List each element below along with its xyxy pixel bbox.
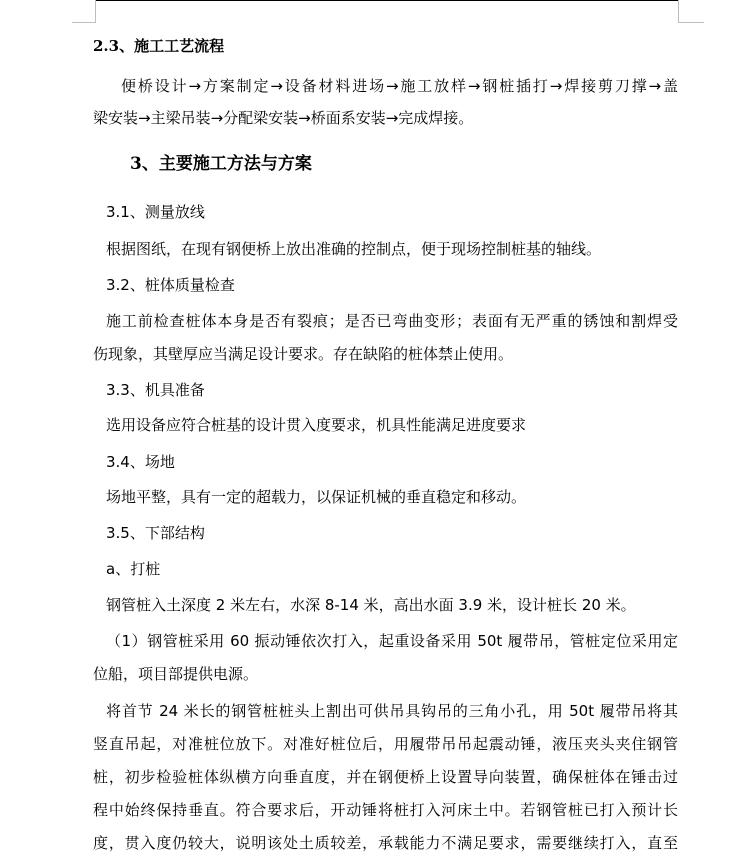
section-3-5-a-heading: a、打桩 — [106, 560, 161, 578]
page-top-border — [96, 0, 678, 1]
crop-mark-top-left-horizontal — [72, 22, 96, 23]
section-3-4-heading: 3.4、场地 — [106, 453, 175, 471]
section-3-5-item-1-line-1: （1）钢管桩采用 60 振动锤依次打入，起重设备采用 50t 履带吊，管桩定位采用定 — [106, 632, 678, 650]
section-3-2-heading: 3.2、桩体质量检查 — [106, 276, 235, 294]
section-3-4-body: 场地平整，具有一定的超载力，以保证机械的垂直稳定和移动。 — [106, 488, 527, 506]
section-3-3-body: 选用设备应符合桩基的设计贯入度要求，机具性能满足进度要求 — [106, 416, 527, 434]
section-3-heading: 3、主要施工方法与方案 — [130, 154, 312, 174]
section-2-3-heading: 2.3、施工工艺流程 — [93, 37, 225, 55]
section-3-2-body-line-2: 伤现象，其壁厚应当满足设计要求。存在缺陷的桩体禁止使用。 — [93, 345, 514, 363]
section-3-5-paragraph-line-4: 程中始终保持垂直。符合要求后，开动锤将桩打入河床土中。若钢管桩已打入预计长 — [93, 801, 678, 819]
section-3-5-item-1-line-2: 位船，项目部提供电源。 — [93, 665, 259, 683]
section-3-5-paragraph-line-5: 度，贯入度仍较大，说明该处土质较差，承载能力不满足要求，需要继续打入，直至 — [93, 834, 678, 852]
section-2-3-flow-line-2: 梁安装→主梁吊装→分配梁安装→桥面系安装→完成焊接。 — [93, 109, 474, 127]
section-3-5-paragraph-line-3: 桩，初步检验桩体纵横方向垂直度，并在钢便桥上设置导向装置，确保桩体在锤击过 — [93, 768, 678, 786]
section-3-5-a-body: 钢管桩入土深度 2 米左右，水深 8-14 米，高出水面 3.9 米，设计桩长 20 米。 — [106, 596, 636, 614]
crop-mark-top-left — [95, 0, 96, 22]
crop-mark-top-right-horizontal — [678, 22, 704, 23]
section-3-5-heading: 3.5、下部结构 — [106, 524, 205, 542]
section-3-1-body: 根据图纸，在现有钢便桥上放出准确的控制点，便于现场控制桩基的轴线。 — [106, 240, 602, 258]
section-3-2-body-line-1: 施工前检查桩体本身是否有裂痕；是否已弯曲变形；表面有无严重的锈蚀和割焊受 — [106, 312, 678, 330]
section-2-3-flow-line-1: 便桥设计→方案制定→设备材料进场→施工放样→钢桩插打→焊接剪刀撑→盖 — [121, 77, 678, 95]
section-3-1-heading: 3.1、测量放线 — [106, 203, 205, 221]
section-3-5-paragraph-line-2: 竖直吊起，对准桩位放下。对准好桩位后，用履带吊吊起震动锤，液压夹头夹住钢管 — [93, 735, 678, 753]
crop-mark-top-right — [678, 0, 679, 22]
section-3-3-heading: 3.3、机具准备 — [106, 381, 205, 399]
section-3-5-paragraph-line-1: 将首节 24 米长的钢管桩桩头上割出可供吊具钩吊的三角小孔，用 50t 履带吊将其 — [106, 702, 678, 720]
